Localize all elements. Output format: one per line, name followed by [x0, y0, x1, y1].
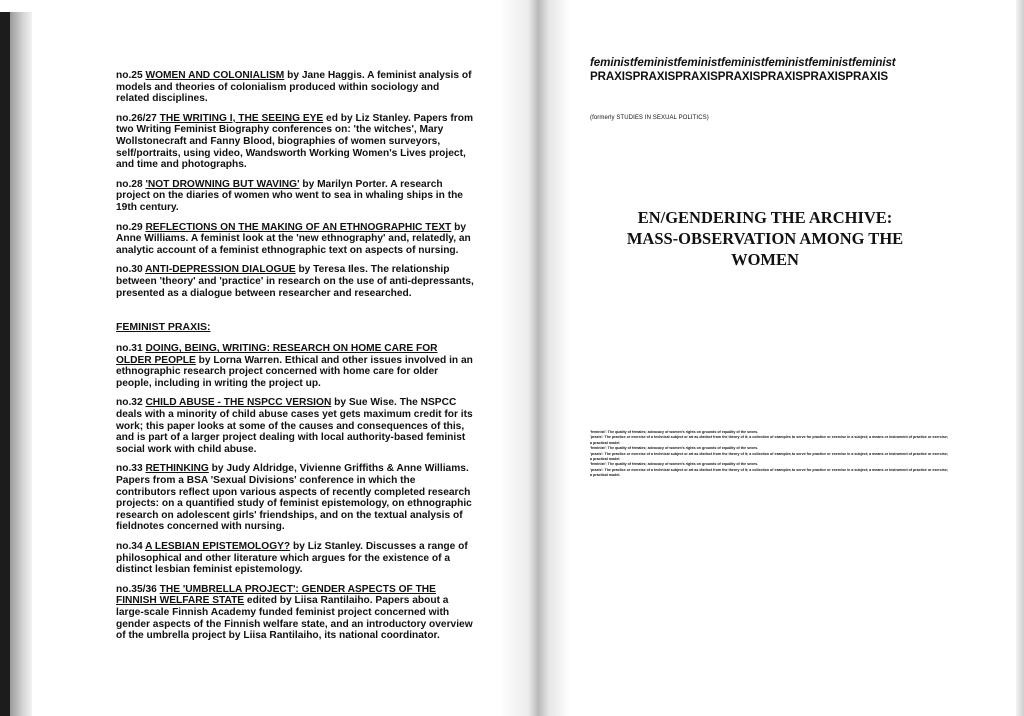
right-page: [590, 56, 950, 479]
section-heading: FEMINIST PRAXIS:: [116, 321, 211, 334]
definitions: [590, 430, 950, 479]
entry-description: edited by Liisa Rantilaiho. Papers about a large-scale Finnish Academy funded feminist project concerned with gender aspects of the Finnish welfare state, and an introductory overview of the umbrella project by Liisa Rantilaiho, its national coordinator.: [116, 595, 473, 642]
entry-description: by Jane Haggis. A feminist analysis of models and theories of colonialism produced within sociology and related disciplines.: [116, 70, 472, 105]
entry-title: DOING, BEING, WRITING: RESEARCH ON HOME CARE FOR OLDER PEOPLE: [116, 343, 438, 366]
entry-description: by Sue Wise. The NSPCC deals with a minority of child abuse cases yet gets maximum credit for its work; this paper looks at some of the causes and consequences of this, and is part of a larger project dealing with local authority-based feminist social work with child abuse.: [116, 397, 473, 455]
entry-description: by Teresa Iles. The relationship between 'theory' and 'practice' in research on the use of anti-depressants, presented as a dialogue between researcher and researched.: [116, 264, 474, 299]
entry-title: 'NOT DROWNING BUT WAVING': [145, 178, 300, 190]
list-item: no.25 WOMEN AND COLONIALISM by Jane Haggis. A feminist analysis of models and theories of colonialism produced within sociology and related disciplines.: [116, 70, 472, 105]
page-title: EN/GENDERING THE ARCHIVE: MASS-OBSERVATION AMONG THE WOMEN: [626, 208, 904, 269]
entries-praxis: [116, 343, 474, 642]
definition-line: 'feminist': The quality of females; advocacy of women's rights on grounds of equality of the sexes.: [590, 446, 759, 451]
list-item: no.26/27 THE WRITING I, THE SEEING EYE ed by Liz Stanley. Papers from two Writing Feminist Biography conferences on: 'the witches', Mary Wollstonecraft and Fanny Blood, biographies of women surveyors, self/portraits, using video, Wandsworth Working Women's Lives project, and time and photographs.: [116, 112, 474, 171]
scan-left-edge: [0, 12, 10, 716]
left-page: [116, 70, 474, 650]
list-item: no.34 A LESBIAN EPISTEMOLOGY? by Liz Stanley. Discusses a range of philosophical and other literature which argues for the existence of a distinct lesbian feminist epistemology.: [116, 541, 468, 576]
entry-description: by Marilyn Porter. A research project on the diaries of women who went to sea in whaling ships in the 19th century.: [116, 178, 463, 213]
definition-line: 'feminist': The quality of females; advocacy of women's rights on grounds of equality of the sexes.: [590, 430, 759, 434]
list-item: no.35/36 THE 'UMBRELLA PROJECT': GENDER ASPECTS OF THE FINNISH WELFARE STATE edited by Liisa Rantilaiho. Papers about a large-scale Finnish Academy funded feminist project concerned with gender aspects of the Finnish welfare state, and an introductory overview of the umbrella project by Liisa Rantilaiho, its national coordinator.: [116, 583, 473, 642]
list-item: no.29 REFLECTIONS ON THE MAKING OF AN ETHNOGRAPHIC TEXT by Anne Williams. A feminist look at the 'new ethnography' and, relatedly, an analytic account of a feminist ethnographic text on aspects of nursing.: [116, 221, 471, 256]
series-name-line: feministfeministfeministfeministfeministfeministfeminist: [590, 56, 896, 69]
definition-line: 'praxis': The practice or exercise of a technical subject or art as distinct from the theory of it; a collection of examples to serve for practice or exercise in a subject; a means or instrument of practice or exercise; a practical model.: [590, 435, 949, 445]
formerly-note: (formerly STUDIES IN SEXUAL POLITICS): [590, 115, 709, 121]
scan-right-edge: [1016, 0, 1024, 716]
entry-description: ed by Liz Stanley. Papers from two Writing Feminist Biography conferences on: 'the witches', Mary Wollstonecraft and Fanny Blood, biographies of women surveyors, self/portraits, using video, Wandsworth Working Women's Lives project, and time and photographs.: [116, 112, 474, 171]
entries-top: [116, 70, 474, 299]
list-item: no.31 DOING, BEING, WRITING: RESEARCH ON HOME CARE FOR OLDER PEOPLE by Lorna Warren. Ethical and other issues involved in an ethnographic research project concerned with home care for older people, including in writing the project up.: [116, 343, 473, 389]
entry-description: by Anne Williams. A feminist look at the 'new ethnography' and, relatedly, an analytic account of a feminist ethnographic text on aspects of nursing.: [116, 221, 471, 256]
entry-description: by Judy Aldridge, Vivienne Griffiths & Anne Williams. Papers from a BSA 'Sexual Divisions' conference in which the contributors reflect upon various aspects of recently completed research projects: on a quantified study of feminist epistemology, on ethnographic research on adolescent girls' friendships, and on the textual analysis of fieldnotes concerned with nursing.: [116, 463, 472, 533]
entry-title: WOMEN AND COLONIALISM: [145, 70, 285, 81]
entry-title: THE WRITING I, THE SEEING EYE: [159, 112, 324, 124]
definition-line: 'praxis': The practice or exercise of a technical subject or art as distinct from the theory of it; a collection of examples to serve for practice or exercise in a subject; a means or instrument of practice or exercise; a practical model.: [590, 451, 949, 462]
scan-left-shadow: [10, 12, 32, 716]
book-gutter: [500, 0, 570, 716]
entry-description: by Liz Stanley. Discusses a range of philosophical and other literature which argues for the existence of a distinct lesbian feminist epistemology.: [116, 541, 468, 576]
entry-title: REFLECTIONS ON THE MAKING OF AN ETHNOGRAPHIC TEXT: [145, 221, 452, 233]
definition-line: 'feminist': The quality of females; advocacy of women's rights on grounds of equality of the sexes.: [590, 462, 759, 467]
list-item: no.32 CHILD ABUSE - THE NSPCC VERSION by Sue Wise. The NSPCC deals with a minority of child abuse cases yet gets maximum credit for its work; this paper looks at some of the causes and consequences of this, and is part of a larger project dealing with local authority-based feminist social work with child abuse.: [116, 397, 473, 455]
entry-title: RETHINKING: [145, 463, 209, 475]
entry-title: THE 'UMBRELLA PROJECT': GENDER ASPECTS OF THE FINNISH WELFARE STATE: [116, 583, 436, 607]
series-praxis-line: PRAXISPRAXISPRAXISPRAXISPRAXISPRAXISPRAXIS: [590, 70, 888, 83]
definition-line: 'praxis': The practice or exercise of a technical subject or art as distinct from the theory of it; a collection of examples to serve for practice or exercise in a subject; a means or instrument of practice or exercise; a practical model.: [590, 467, 949, 478]
list-item: no.30 ANTI-DEPRESSION DIALOGUE by Teresa Iles. The relationship between 'theory' and 'practice' in research on the use of anti-depressants, presented as a dialogue between researcher and researched.: [116, 264, 474, 299]
entry-title: ANTI-DEPRESSION DIALOGUE: [145, 264, 296, 276]
list-item: no.33 RETHINKING by Judy Aldridge, Vivienne Griffiths & Anne Williams. Papers from a BSA 'Sexual Divisions' conference in which the contributors reflect upon various aspects of recently completed research projects: on a quantified study of feminist epistemology, on ethnographic research on adolescent girls' friendships, and on the textual analysis of fieldnotes concerned with nursing.: [116, 463, 472, 533]
entry-title: CHILD ABUSE - THE NSPCC VERSION: [145, 397, 332, 409]
list-item: no.28 'NOT DROWNING BUT WAVING' by Marilyn Porter. A research project on the diaries of women who went to sea in whaling ships in the 19th century.: [116, 178, 463, 213]
entry-description: by Lorna Warren. Ethical and other issues involved in an ethnographic research project concerned with home care for older people, including in writing the project up.: [116, 354, 473, 389]
entry-title: A LESBIAN EPISTEMOLOGY?: [145, 541, 291, 552]
